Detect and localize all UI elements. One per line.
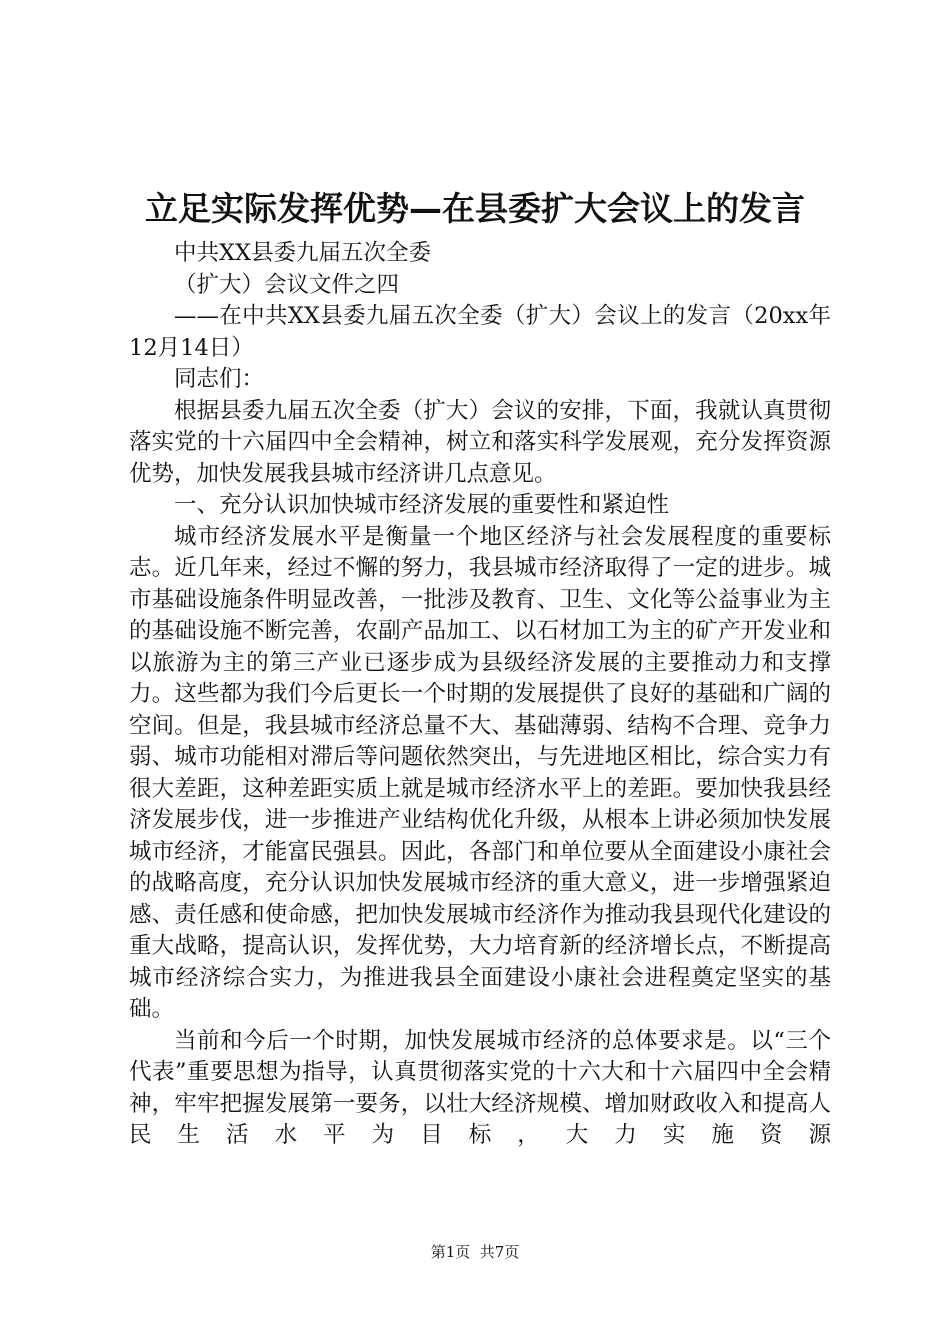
- paragraph-file-number: （扩大）会议文件之四: [174, 271, 400, 298]
- document-title: 立足实际发挥优势—在县委扩大会议上的发言: [145, 189, 805, 228]
- paragraph-requirements: 当前和今后一个时期，加快发展城市经济的总体要求是。以“三个代表”重要思想为指导，认真贯彻落实党的十六大和十六届四中全会精神，牢牢把握发展第一要务，以壮大经济规模、增加财政收入和提高人民生活水平为目标，大力实施资源: [129, 1027, 831, 1148]
- paragraph-issuer: 中共XX县委九届五次全委: [174, 240, 432, 266]
- document-body: [129, 238, 831, 1152]
- paragraph-intro: 根据县委九届五次全委（扩大）会议的安排，下面，我就认真贯彻落实党的十六届四中全会精神，树立和落实科学发展观，充分发挥资源优势，加快发展我县城市经济讲几点意见。: [129, 397, 831, 487]
- paragraph-section-1: 城市经济发展水平是衡量一个地区经济与社会发展程度的重要标志。近几年来，经过不懈的努力，我县城市经济取得了一定的进步。城市基础设施条件明显改善，一批涉及教育、卫生、文化等公益事业为主的基础设施不断完善，农副产品加工、以石材加工为主的矿产开发业和以旅游为主的第三产业已逐步成为县级经济发展的主要推动力和支撑力。这些都为我们今后更长一个时期的发展提供了良好的基础和广阔的空间。但是，我县城市经济总量不大、基础薄弱、结构不合理、竞争力弱、城市功能相对滞后等问题依然突出，与先进地区相比，综合实力有很大差距，这种差距实质上就是城市经济水平上的差距。要加快我县经济发展步伐，进一步推进产业结构优化升级，从根本上讲必须加快发展城市经济，才能富民强县。因此，各部门和单位要从全面建设小康社会的战略高度，充分认识加快发展城市经济的重大意义，进一步增强紧迫感、责任感和使命感，把加快发展城市经济作为推动我县现代化建设的重大战略，提高认识，发挥优势，大力培育新的经济增长点，不断提高城市经济综合实力，为推进我县全面建设小康社会进程奠定坚实的基础。: [129, 523, 831, 1022]
- section-heading-1: 一、充分认识加快城市经济发展的重要性和紧迫性: [174, 492, 670, 518]
- paragraph-subtitle: ——在中共XX县委九届五次全委（扩大）会议上的发言（20xx年12月14日）: [129, 303, 831, 361]
- page-number: 第1页 共7页: [430, 1243, 520, 1261]
- page-footer: [0, 1241, 950, 1263]
- paragraph-salutation: 同志们：: [174, 366, 265, 392]
